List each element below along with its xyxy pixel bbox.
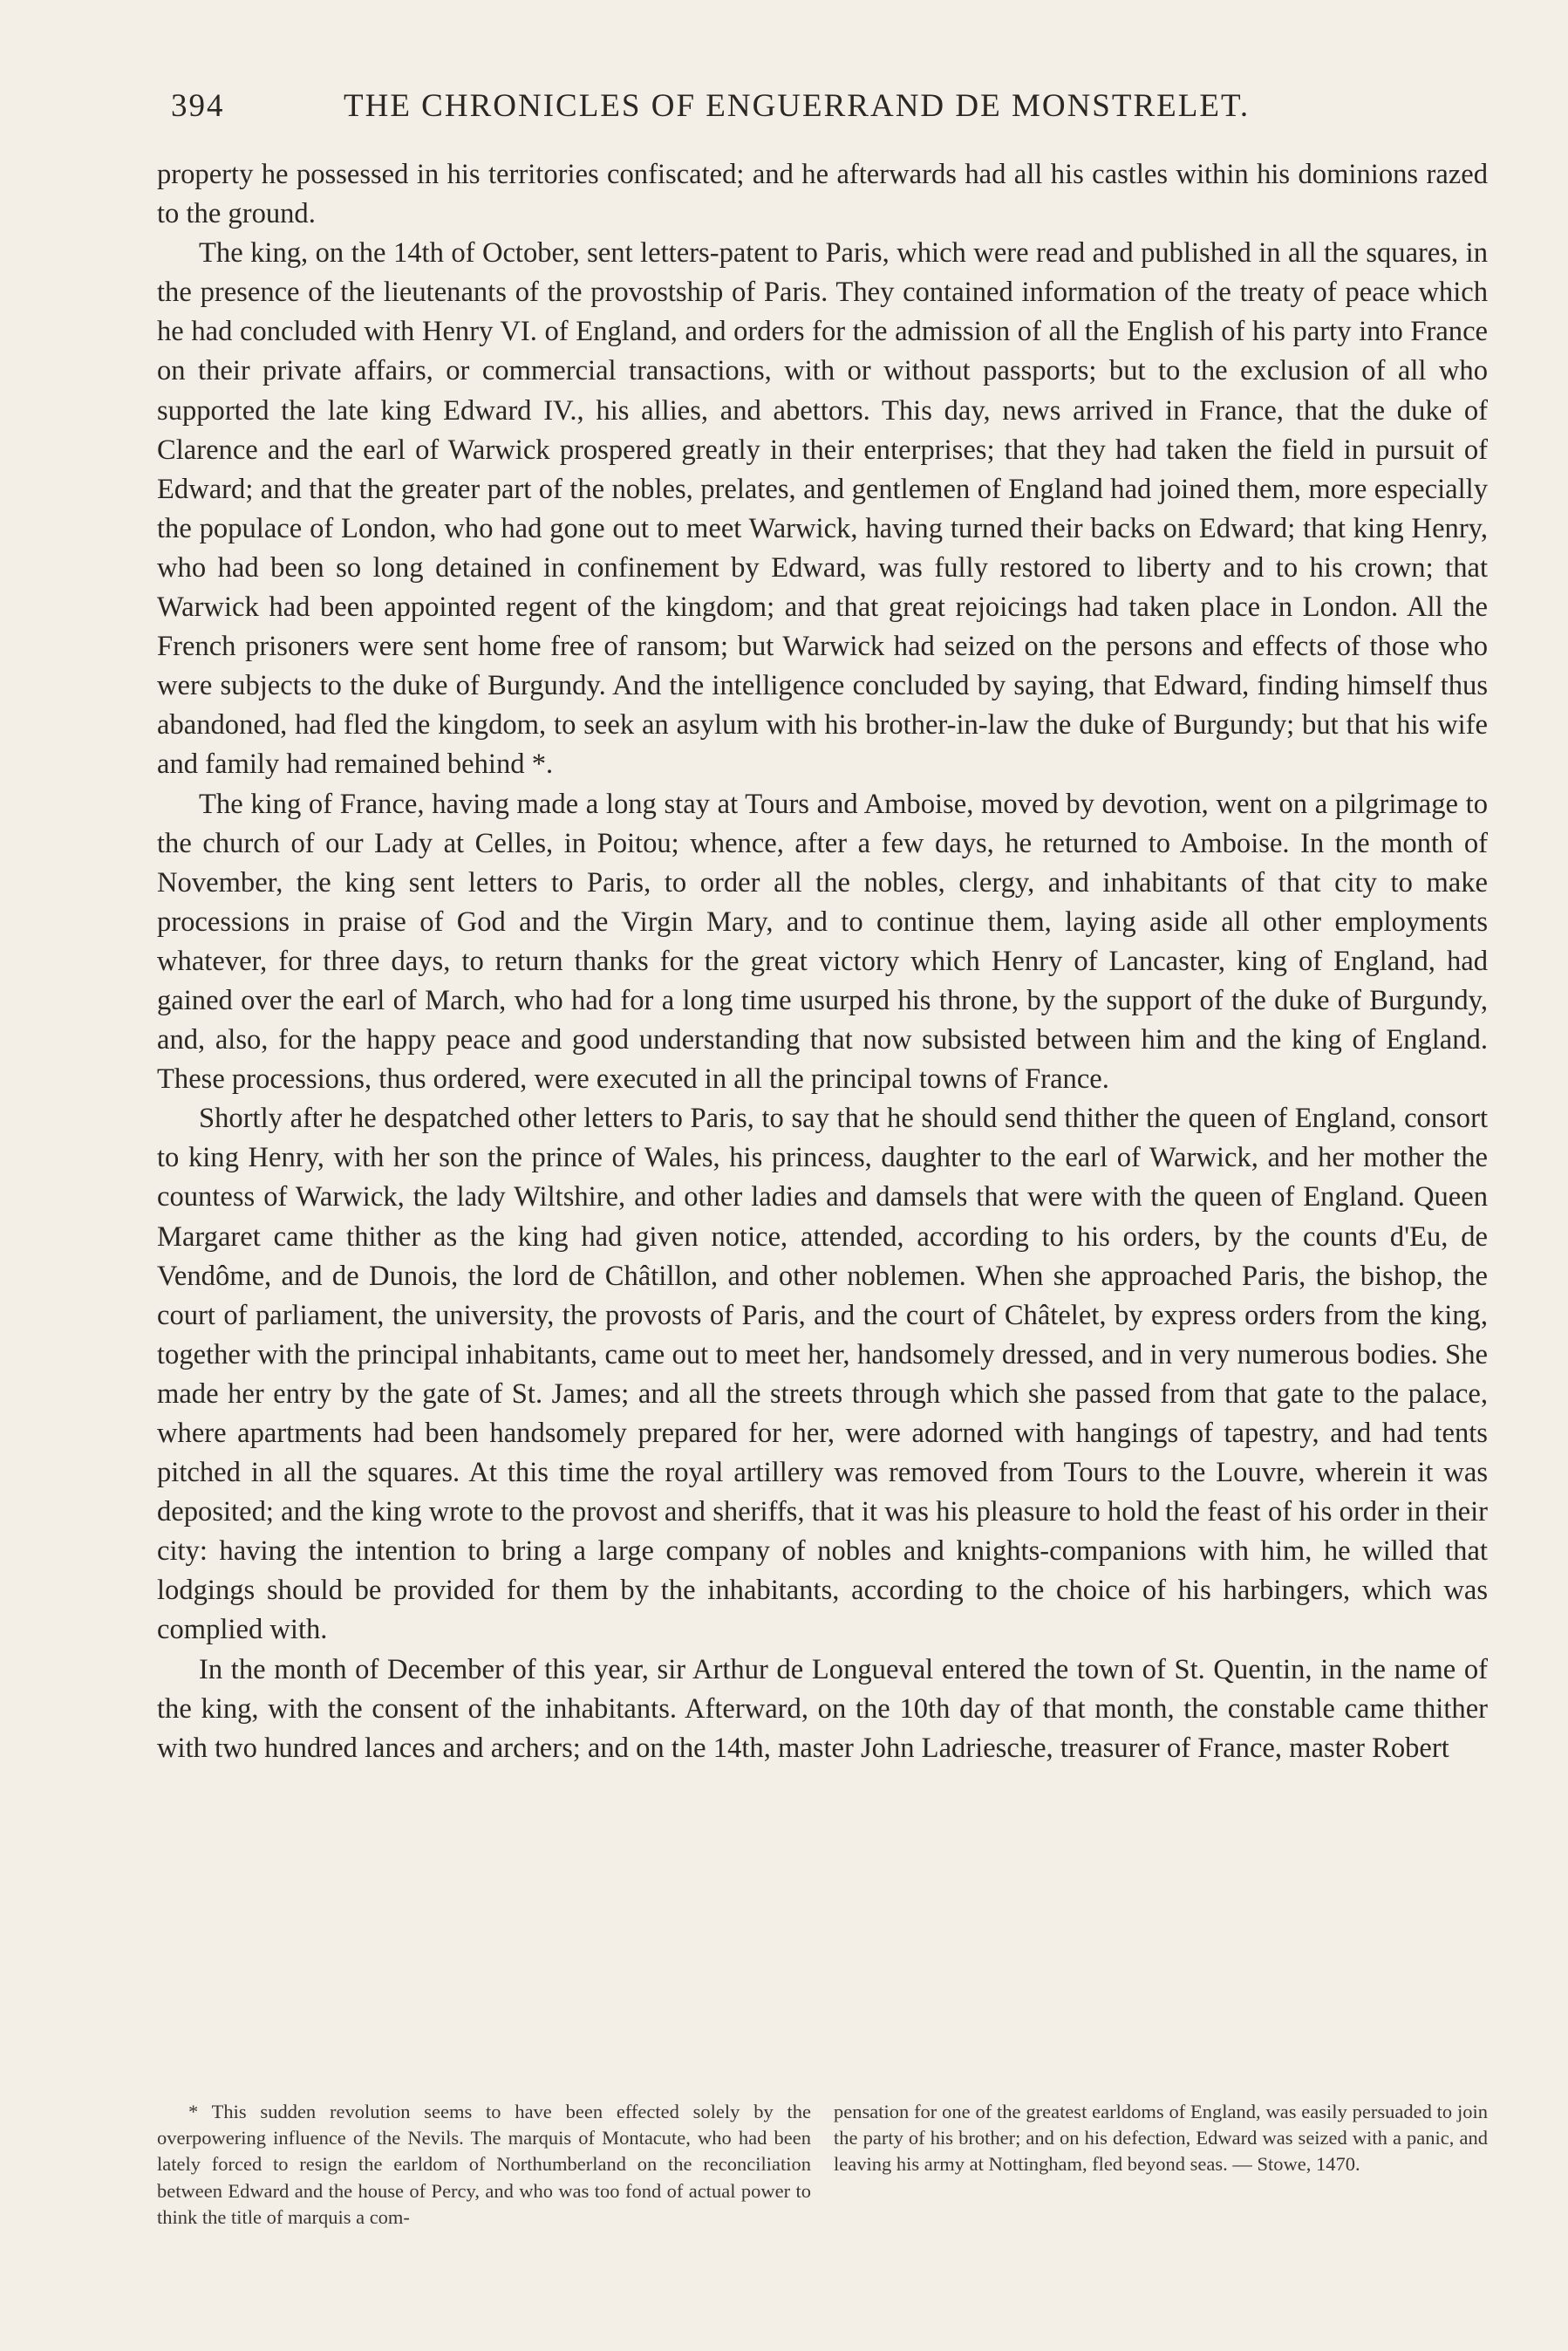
footnote-left-column: * This sudden revolution seems to have been effected solely by the overpowering influence of the Nevils. The marquis of Montacute, who had been lately forced to resign the earldom of Northumberland on the reconciliation between Edward and the house of Percy, and who was too fond of actual power to think the title of marquis a com- — [157, 2101, 811, 2228]
paragraph: Shortly after he despatched other letters to Paris, to say that he should send thither the queen of England, consort to king Henry, with her son the prince of Wales, his princess, daughter to the earl of Warwick, and her mother the countess of Warwick, the lady Wiltshire, and other ladies and damsels that were with the queen of England. Queen Margaret came thither as the king had given notice, attended, according to his orders, by the counts d'Eu, de Vendôme, and de Dunois, the lord de Châtillon, and other noblemen. When she approached Paris, the bishop, the court of parliament, the university, the provosts of Paris, and the court of Châtelet, by express orders from the king, together with the principal inhabitants, came out to meet her, handsomely dressed, and in very numerous bodies. She made her entry by the gate of St. James; and all the streets through which she passed from that gate to the palace, where apartments had been handsomely prepared for her, were adorned with hangings of tapestry, and had tents pitched in all the squares. At this time the royal artillery was removed from Tours to the Louvre, wherein it was deposited; and the king wrote to the provost and sheriffs, that it was his pleasure to hold the feast of his order in their city: having the intention to bring a large company of nobles and knights-companions with him, he willed that lodgings should be provided for them by the inhabitants, according to the choice of his harbingers, which was complied with. — [157, 1103, 1488, 1646]
footnotes — [157, 2099, 1488, 2231]
paragraph: The king, on the 14th of October, sent letters-patent to Paris, which were read and published in all the squares, in the presence of the lieutenants of the provostship of Paris. They contained information of the treaty of peace which he had concluded with Henry VI. of England, and orders for the admission of all the English of his party into France on their private affairs, or commercial transactions, with or without passports; but to the exclusion of all who supported the late king Edward IV., his allies, and abettors. This day, news arrived in France, that the duke of Clarence and the earl of Warwick prospered greatly in their enterprises; that they had taken the field in pursuit of Edward; and that the greater part of the nobles, prelates, and gentlemen of England had joined them, more especially the populace of London, who had gone out to meet Warwick, having turned their backs on Edward; that king Henry, who had been so long detained in confinement by Edward, was fully restored to liberty and to his crown; that Warwick had been appointed regent of the kingdom; and that great rejoicings had taken place in London. All the French prisoners were sent home free of ransom; but Warwick had seized on the persons and effects of those who were subjects to the duke of Burgundy. And the intelligence concluded by saying, that Edward, finding himself thus abandoned, had fled the kingdom, to seek an asylum with his brother-in-law the duke of Burgundy; but that his wife and family had remained behind *. — [157, 237, 1488, 781]
body-text — [157, 155, 1488, 1768]
paragraph: property he possessed in his territories confiscated; and he afterwards had all his castles within his dominions razed to the ground. — [157, 159, 1488, 230]
running-head: THE CHRONICLES OF ENGUERRAND DE MONSTRELET. — [344, 88, 1251, 124]
footnote-right-column: pensation for one of the greatest earldoms of England, was easily persuaded to join the party of his brother; and on his defection, Edward was seized with a panic, and leaving his army at Nottingham, fled beyond seas. — Stowe, 1470. — [834, 2101, 1488, 2176]
paragraph: The king of France, having made a long stay at Tours and Amboise, moved by devotion, went on a pilgrimage to the church of our Lady at Celles, in Poitou; whence, after a few days, he returned to Amboise. In the month of November, the king sent letters to Paris, to order all the nobles, clergy, and inhabitants of that city to make processions in praise of God and the Virgin Mary, and to continue them, laying aside all other employments whatever, for three days, to return thanks for the great victory which Henry of Lancaster, king of England, had gained over the earl of March, who had for a long time usurped his throne, by the support of the duke of Burgundy, and, also, for the happy peace and good understanding that now subsisted between him and the king of England. These processions, thus ordered, were executed in all the principal towns of France. — [157, 788, 1488, 1096]
page-header — [171, 87, 1479, 133]
page-number: 394 — [171, 88, 225, 124]
paragraph: In the month of December of this year, sir Arthur de Longueval entered the town of St. Quentin, in the name of the king, with the consent of the inhabitants. Afterward, on the 10th day of that month, the constable came thither with two hundred lances and archers; and on the 14th, master John Ladriesche, treasurer of France, master Robert — [157, 1653, 1488, 1764]
